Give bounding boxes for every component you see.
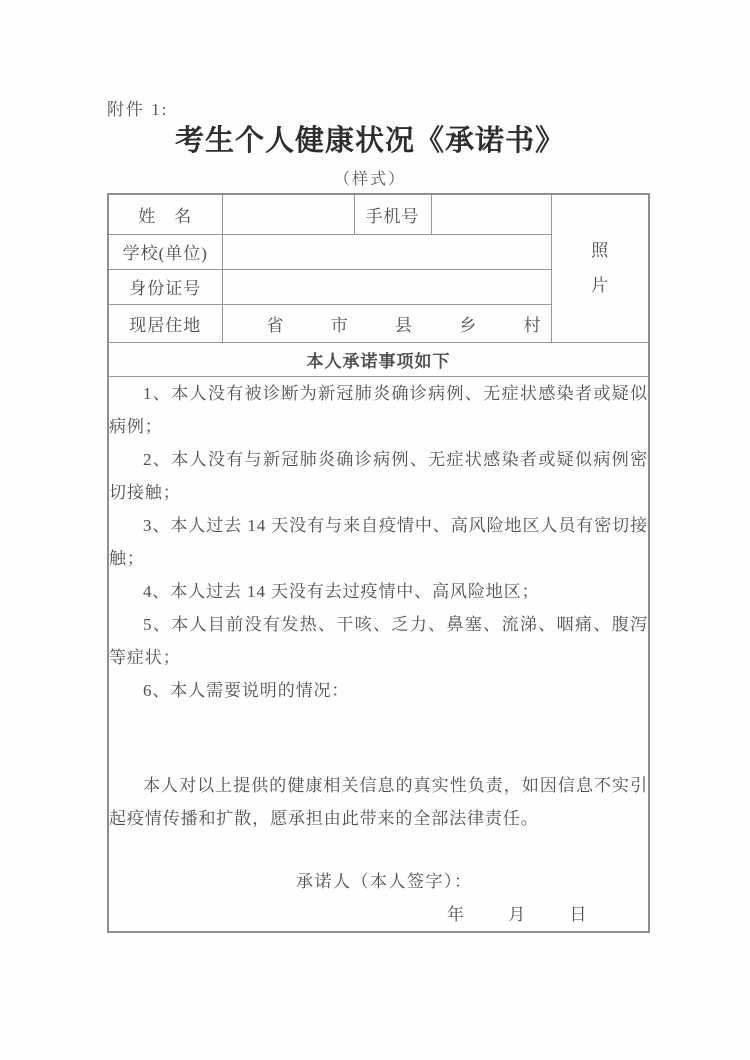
- name-blank-cell: [222, 194, 354, 234]
- date-month-label: 月: [508, 904, 526, 924]
- date-line: [447, 898, 648, 931]
- table-row: [108, 194, 649, 234]
- commitment-section-header: 本人承诺事项如下: [108, 342, 649, 376]
- residence-blank-cell: [222, 304, 551, 342]
- unit-province: 省: [266, 315, 284, 335]
- residence-units: [223, 311, 551, 336]
- residence-field-label: 现居住地: [108, 304, 222, 342]
- school-field-label: 学校(单位): [108, 234, 222, 269]
- page-subtitle: （样式）: [333, 171, 406, 188]
- commitment-item-4: 4、本人过去 14 天没有去过疫情中、高风险地区；: [143, 581, 540, 601]
- closing-statement: 本人对以上提供的健康相关信息的真实性负责，如因信息不实引起疫情传播和扩散，愿承担由此带来的全部法律责任。: [109, 775, 648, 828]
- id-number-field-label: 身份证号: [108, 269, 222, 304]
- unit-city: 市: [330, 315, 348, 335]
- id-number-blank-cell: [222, 269, 551, 304]
- unit-township: 乡: [459, 315, 477, 335]
- photo-label-char: 照: [591, 241, 609, 261]
- commitment-item-6: 6、本人需要说明的情况：: [143, 680, 350, 700]
- photo-box: [551, 194, 649, 342]
- commitment-item-1: 1、本人没有被诊断为新冠肺炎确诊病例、无症状感染者或疑似病例；: [109, 383, 648, 436]
- signer-label: 承诺人（本人签字）：: [296, 871, 473, 891]
- unit-village: 村: [523, 315, 541, 335]
- photo-label-char: 片: [591, 276, 609, 296]
- commitment-content-cell: [108, 376, 649, 932]
- unit-county: 县: [395, 315, 412, 335]
- name-field-label: 姓 名: [108, 194, 222, 234]
- date-year-label: 年: [447, 904, 464, 924]
- table-row: [108, 376, 649, 932]
- phone-blank-cell: [431, 194, 551, 234]
- page-title: 考生个人健康状况《承诺书》: [174, 125, 565, 157]
- table-row: [108, 342, 649, 376]
- attachment-label: 附件 1:: [107, 100, 169, 119]
- health-commitment-form-table: [107, 193, 650, 933]
- commitment-item-2: 2、本人没有与新冠肺炎确诊病例、无症状感染者或疑似病例密切接触；: [109, 449, 648, 502]
- date-day-label: 日: [569, 904, 587, 924]
- commitment-item-5: 5、本人目前没有发热、干咳、乏力、鼻塞、流涕、咽痛、腹泻等症状；: [109, 614, 648, 667]
- commitment-item-3: 3、本人过去 14 天没有与来自疫情中、高风险地区人员有密切接触；: [109, 515, 648, 568]
- school-blank-cell: [222, 234, 551, 269]
- phone-field-label: 手机号: [354, 194, 431, 234]
